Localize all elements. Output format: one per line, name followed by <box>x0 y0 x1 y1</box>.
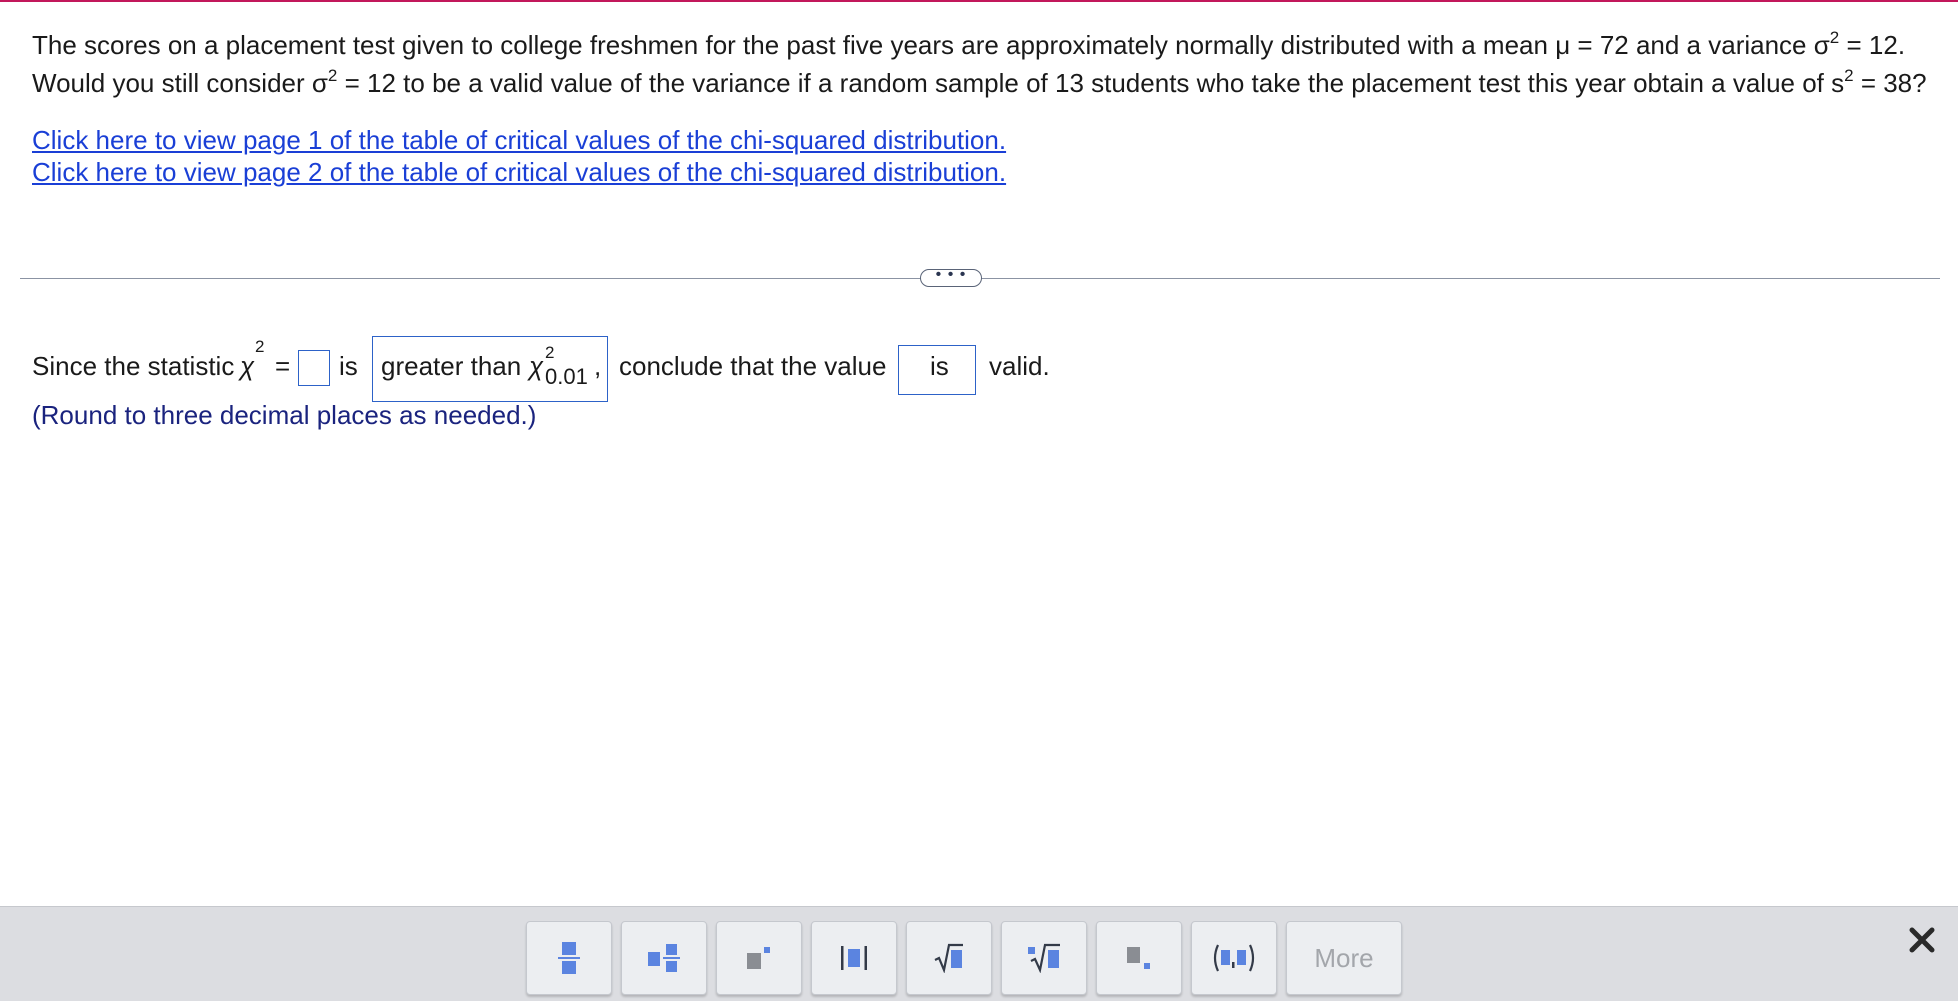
expand-question-button[interactable]: • • • <box>920 269 982 287</box>
mixed-number-button[interactable] <box>621 921 707 995</box>
fraction-icon <box>557 940 581 976</box>
critical-chi-subscript: 0.01 <box>545 364 588 389</box>
close-icon[interactable] <box>1904 922 1940 958</box>
mixed-number-icon <box>647 943 681 973</box>
chi-square-statistic-input[interactable] <box>298 350 330 386</box>
validity-selected-value: is <box>930 351 949 381</box>
chi-symbol: χ <box>240 351 255 381</box>
conclude-text: conclude that the value <box>619 351 887 381</box>
critical-chi-superscript: 2 <box>545 343 555 362</box>
chi-table-page-2-link[interactable]: Click here to view page 2 of the table of critical values of the chi-squared distribution. <box>32 157 1007 187</box>
question-line-2: Would you still consider $\sigma^2 = 12$ to be a valid value of the variance if a random sample of 13 students who take the placement test this year obtain a value of $s^2 = 38$? <box>32 66 1927 98</box>
chi-table-page-1-link[interactable]: Click here to view page 1 of the table of critical values of the chi-squared distribution. <box>32 125 1007 155</box>
table-links <box>32 124 1006 188</box>
nth-root-icon <box>1027 943 1061 973</box>
exponent-icon <box>746 945 772 971</box>
subscript-icon <box>1126 945 1152 971</box>
ordered-pair-button[interactable] <box>1191 921 1277 995</box>
subscript-button[interactable] <box>1096 921 1182 995</box>
more-button[interactable]: More <box>1286 921 1402 995</box>
top-accent-bar <box>0 0 1958 2</box>
exponent-button[interactable] <box>716 921 802 995</box>
rounding-hint: (Round to three decimal places as needed.) <box>32 400 537 430</box>
critical-chi-symbol: χ <box>529 351 544 381</box>
question-line-1: The scores on a placement test given to college freshmen for the past five years are approximately normally distributed with a mean μ = 72 and a variance $\sigma^2 = 12$. <box>32 28 1906 60</box>
nth-root-button[interactable] <box>1001 921 1087 995</box>
math-toolbar <box>0 906 1958 1001</box>
equals-sign: = <box>275 351 291 381</box>
square-root-button[interactable] <box>906 921 992 995</box>
since-text: Since the statistic <box>32 351 235 381</box>
is-text: is <box>339 351 358 381</box>
absolute-value-button[interactable] <box>811 921 897 995</box>
absolute-value-icon <box>840 944 868 972</box>
comparison-selected-value: greater than <box>381 351 522 381</box>
fraction-button[interactable] <box>526 921 612 995</box>
valid-text: valid. <box>989 351 1050 381</box>
comma: , <box>594 351 602 381</box>
question-text <box>32 26 1932 102</box>
ordered-pair-icon <box>1211 943 1257 973</box>
square-root-icon <box>934 943 964 973</box>
